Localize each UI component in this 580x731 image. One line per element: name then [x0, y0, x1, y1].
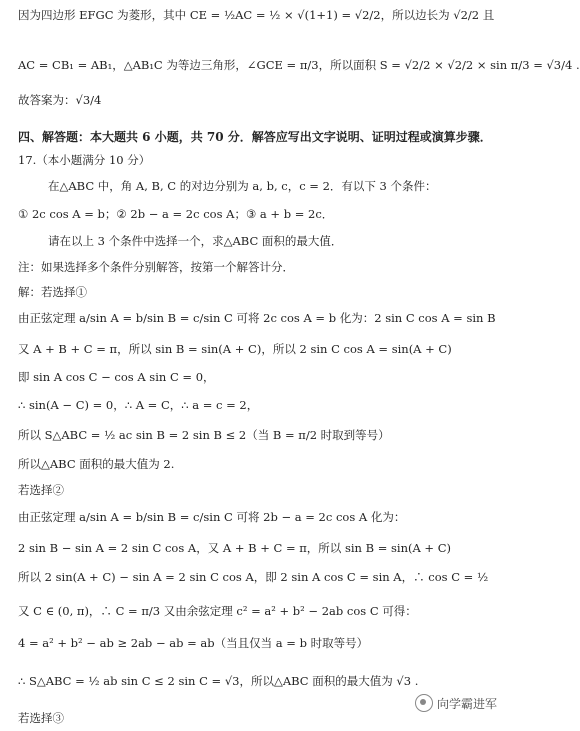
- text-line: 所以 S△ABC = ½ ac sin B = 2 sin B ≤ 2（当 B = π/2 时取到等号）: [18, 428, 390, 442]
- text-line: 若选择②: [18, 483, 64, 497]
- text-line: 所以 2 sin(A + C) − sin A = 2 sin C cos A，即 2 sin A cos C = sin A，∴ cos C = ½: [18, 570, 489, 584]
- text-line: 四、解答题：本大题共 6 小题，共 70 分．解答应写出文字说明、证明过程或演算步骤．: [18, 130, 492, 144]
- text-line: 4 = a² + b² − ab ≥ 2ab − ab = ab（当且仅当 a = b 时取等号）: [18, 636, 369, 650]
- watermark-text: 向学霸进军: [437, 696, 498, 711]
- text-line: 请在以上 3 个条件中选择一个，求△ABC 面积的最大值．: [48, 234, 343, 248]
- text-line: 若选择③: [18, 711, 64, 725]
- text-line: AC = CB₁ = AB₁，△AB₁C 为等边三角形，∠GCE = π/3，所以面积 S = √2/2 × √2/2 × sin π/3 = √3/4 .: [18, 58, 580, 72]
- text-line: 故答案为：√3/4: [18, 93, 102, 107]
- text-line: 注：如果选择多个条件分别解答，按第一个解答计分．: [18, 260, 294, 274]
- text-line: 在△ABC 中，角 A, B, C 的对边分别为 a, b, c，c = 2．有以下 3 个条件：: [48, 179, 437, 193]
- text-line: 2 sin B − sin A = 2 sin C cos A，又 A + B + C = π，所以 sin B = sin(A + C): [18, 541, 452, 555]
- text-line: 又 C ∈ (0, π)，∴ C = π/3 又由余弦定理 c² = a² + b² − 2ab cos C 可得：: [18, 604, 417, 618]
- watermark: [415, 694, 497, 712]
- text-line: ① 2c cos A = b；② 2b − a = 2c cos A；③ a + b = 2c．: [18, 207, 334, 221]
- text-line: 解：若选择①: [18, 285, 87, 299]
- text-line: 因为四边形 EFGC 为菱形，其中 CE = ½AC = ½ × √(1+1) = √2/2，所以边长为 √2/2 且: [18, 8, 495, 22]
- text-line: 由正弦定理 a/sin A = b/sin B = c/sin C 可将 2c cos A = b 化为：2 sin C cos A = sin B: [18, 311, 496, 325]
- text-line: 17.（本小题满分 10 分）: [18, 153, 151, 167]
- text-line: 所以△ABC 面积的最大值为 2.: [18, 457, 175, 471]
- text-line: ∴ sin(A − C) = 0，∴ A = C，∴ a = c = 2，: [18, 398, 259, 412]
- wechat-icon: [415, 694, 433, 712]
- text-line: ∴ S△ABC = ½ ab sin C ≤ 2 sin C = √3，所以△ABC 面积的最大值为 √3 .: [18, 674, 419, 688]
- text-line: 由正弦定理 a/sin A = b/sin B = c/sin C 可将 2b − a = 2c cos A 化为：: [18, 510, 406, 524]
- text-line: 又 A + B + C = π，所以 sin B = sin(A + C)，所以 2 sin C cos A = sin(A + C): [18, 342, 452, 356]
- text-line: 即 sin A cos C − cos A sin C = 0，: [18, 370, 215, 384]
